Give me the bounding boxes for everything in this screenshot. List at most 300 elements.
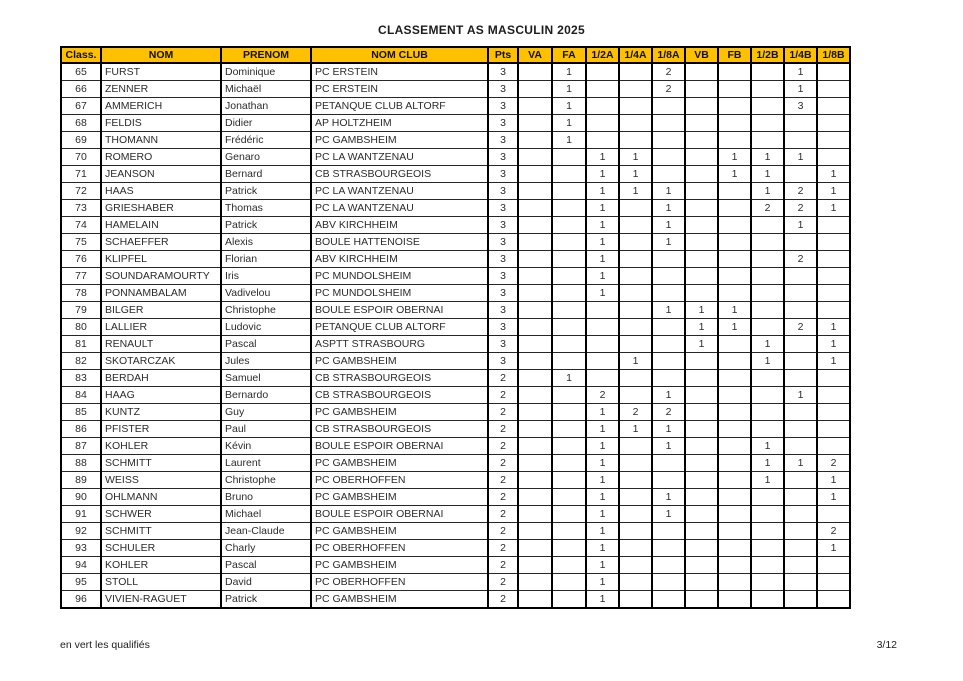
cell-1-2a: 1 xyxy=(586,285,619,302)
cell-fa xyxy=(552,234,586,251)
cell-1-8b: 1 xyxy=(817,183,850,200)
cell-1-2b xyxy=(751,506,784,523)
cell-class: 96 xyxy=(61,591,101,609)
cell-nom-club: PC LA WANTZENAU xyxy=(311,183,488,200)
cell-1-2a xyxy=(586,132,619,149)
table-row xyxy=(61,200,850,217)
cell-prenom: Jean-Claude xyxy=(221,523,311,540)
cell-1-2a: 1 xyxy=(586,421,619,438)
cell-1-4b xyxy=(784,506,817,523)
cell-1-4b: 3 xyxy=(784,98,817,115)
cell-pts: 3 xyxy=(488,63,518,81)
cell-prenom: Ludovic xyxy=(221,319,311,336)
cell-nom: GRIESHABER xyxy=(101,200,221,217)
cell-prenom: Frédéric xyxy=(221,132,311,149)
column-header-va: VA xyxy=(518,47,552,63)
cell-pts: 3 xyxy=(488,251,518,268)
page-number: 3/12 xyxy=(876,639,897,651)
cell-prenom: Bruno xyxy=(221,489,311,506)
cell-fb xyxy=(718,81,751,98)
cell-1-8b: 1 xyxy=(817,472,850,489)
cell-1-2a xyxy=(586,353,619,370)
cell-va xyxy=(518,421,552,438)
cell-va xyxy=(518,574,552,591)
cell-vb xyxy=(685,540,718,557)
cell-vb xyxy=(685,63,718,81)
cell-1-4a xyxy=(619,217,652,234)
cell-va xyxy=(518,591,552,609)
cell-class: 95 xyxy=(61,574,101,591)
cell-1-8b xyxy=(817,98,850,115)
cell-prenom: Genaro xyxy=(221,149,311,166)
cell-1-8b xyxy=(817,234,850,251)
cell-1-2a xyxy=(586,336,619,353)
cell-1-8a xyxy=(652,574,685,591)
cell-1-8b xyxy=(817,557,850,574)
cell-fa xyxy=(552,319,586,336)
table-row xyxy=(61,489,850,506)
cell-vb xyxy=(685,166,718,183)
cell-1-4b xyxy=(784,489,817,506)
cell-nom: KOHLER xyxy=(101,438,221,455)
cell-prenom: Laurent xyxy=(221,455,311,472)
cell-fa xyxy=(552,251,586,268)
table-row xyxy=(61,404,850,421)
cell-fb xyxy=(718,200,751,217)
cell-1-8b xyxy=(817,574,850,591)
cell-1-4a: 1 xyxy=(619,166,652,183)
cell-nom-club: PC GAMBSHEIM xyxy=(311,591,488,609)
cell-1-4b xyxy=(784,285,817,302)
cell-nom-club: PC GAMBSHEIM xyxy=(311,353,488,370)
cell-fb xyxy=(718,370,751,387)
cell-1-8b xyxy=(817,421,850,438)
cell-1-2b xyxy=(751,557,784,574)
cell-1-2b xyxy=(751,591,784,609)
table-row xyxy=(61,183,850,200)
cell-prenom: Dominique xyxy=(221,63,311,81)
cell-1-8b: 1 xyxy=(817,540,850,557)
cell-1-4a: 1 xyxy=(619,149,652,166)
cell-nom-club: BOULE ESPOIR OBERNAI xyxy=(311,302,488,319)
cell-pts: 2 xyxy=(488,370,518,387)
cell-1-2a xyxy=(586,98,619,115)
cell-1-8a xyxy=(652,370,685,387)
cell-1-2a: 1 xyxy=(586,472,619,489)
cell-pts: 2 xyxy=(488,489,518,506)
cell-vb: 1 xyxy=(685,302,718,319)
cell-nom-club: PC ERSTEIN xyxy=(311,81,488,98)
cell-1-4a xyxy=(619,234,652,251)
cell-nom-club: AP HOLTZHEIM xyxy=(311,115,488,132)
cell-fa xyxy=(552,540,586,557)
cell-fa xyxy=(552,387,586,404)
cell-1-4b: 2 xyxy=(784,251,817,268)
cell-1-4b xyxy=(784,421,817,438)
table-row xyxy=(61,523,850,540)
cell-1-8a xyxy=(652,336,685,353)
cell-1-4a xyxy=(619,336,652,353)
cell-1-8b xyxy=(817,285,850,302)
cell-vb xyxy=(685,98,718,115)
cell-class: 91 xyxy=(61,506,101,523)
cell-prenom: Bernardo xyxy=(221,387,311,404)
cell-fa xyxy=(552,268,586,285)
cell-class: 80 xyxy=(61,319,101,336)
cell-nom-club: PC GAMBSHEIM xyxy=(311,523,488,540)
cell-nom-club: PC OBERHOFFEN xyxy=(311,574,488,591)
cell-vb xyxy=(685,268,718,285)
cell-fa: 1 xyxy=(552,63,586,81)
cell-nom-club: PC LA WANTZENAU xyxy=(311,200,488,217)
cell-fb xyxy=(718,217,751,234)
cell-class: 77 xyxy=(61,268,101,285)
cell-1-2a: 2 xyxy=(586,387,619,404)
cell-class: 73 xyxy=(61,200,101,217)
cell-1-2a xyxy=(586,319,619,336)
cell-va xyxy=(518,455,552,472)
cell-prenom: Pascal xyxy=(221,557,311,574)
cell-va xyxy=(518,336,552,353)
cell-1-2a: 1 xyxy=(586,404,619,421)
cell-prenom: Michael xyxy=(221,506,311,523)
cell-1-4b: 1 xyxy=(784,63,817,81)
cell-1-4a xyxy=(619,98,652,115)
cell-pts: 3 xyxy=(488,336,518,353)
cell-va xyxy=(518,472,552,489)
cell-1-8b xyxy=(817,115,850,132)
cell-1-2a: 1 xyxy=(586,166,619,183)
cell-fb xyxy=(718,472,751,489)
table-row xyxy=(61,81,850,98)
cell-fa xyxy=(552,183,586,200)
cell-1-2a: 1 xyxy=(586,557,619,574)
cell-vb xyxy=(685,557,718,574)
cell-1-2a: 1 xyxy=(586,574,619,591)
cell-nom-club: ABV KIRCHHEIM xyxy=(311,217,488,234)
cell-nom: KLIPFEL xyxy=(101,251,221,268)
cell-1-4b xyxy=(784,472,817,489)
cell-pts: 2 xyxy=(488,574,518,591)
cell-1-4a xyxy=(619,455,652,472)
cell-nom: PFISTER xyxy=(101,421,221,438)
cell-nom: VIVIEN-RAGUET xyxy=(101,591,221,609)
cell-nom: OHLMANN xyxy=(101,489,221,506)
cell-fb xyxy=(718,540,751,557)
cell-fb xyxy=(718,353,751,370)
cell-1-8a: 1 xyxy=(652,438,685,455)
cell-fb xyxy=(718,234,751,251)
cell-prenom: Iris xyxy=(221,268,311,285)
cell-1-8b xyxy=(817,149,850,166)
cell-fb xyxy=(718,63,751,81)
cell-fb xyxy=(718,438,751,455)
cell-prenom: Thomas xyxy=(221,200,311,217)
cell-1-8b: 1 xyxy=(817,489,850,506)
cell-vb xyxy=(685,574,718,591)
cell-class: 93 xyxy=(61,540,101,557)
cell-nom-club: PC GAMBSHEIM xyxy=(311,489,488,506)
cell-1-8a: 1 xyxy=(652,387,685,404)
cell-1-8b xyxy=(817,591,850,609)
cell-vb xyxy=(685,234,718,251)
cell-1-4b xyxy=(784,353,817,370)
cell-class: 69 xyxy=(61,132,101,149)
cell-pts: 2 xyxy=(488,387,518,404)
cell-1-2b xyxy=(751,81,784,98)
cell-1-8b: 1 xyxy=(817,200,850,217)
cell-1-8a: 2 xyxy=(652,63,685,81)
cell-vb xyxy=(685,370,718,387)
cell-pts: 2 xyxy=(488,540,518,557)
cell-1-2a xyxy=(586,63,619,81)
cell-1-8a xyxy=(652,540,685,557)
cell-1-4b xyxy=(784,302,817,319)
cell-vb xyxy=(685,421,718,438)
cell-nom-club: PC GAMBSHEIM xyxy=(311,132,488,149)
cell-class: 92 xyxy=(61,523,101,540)
cell-pts: 2 xyxy=(488,523,518,540)
cell-class: 72 xyxy=(61,183,101,200)
cell-1-2a: 1 xyxy=(586,540,619,557)
cell-nom-club: PC MUNDOLSHEIM xyxy=(311,285,488,302)
cell-1-2b: 1 xyxy=(751,336,784,353)
cell-va xyxy=(518,166,552,183)
cell-1-8a xyxy=(652,132,685,149)
cell-pts: 3 xyxy=(488,115,518,132)
cell-fb xyxy=(718,523,751,540)
column-header-1-8b: 1/8B xyxy=(817,47,850,63)
cell-vb: 1 xyxy=(685,336,718,353)
cell-1-4a xyxy=(619,489,652,506)
cell-nom: HAAS xyxy=(101,183,221,200)
cell-vb xyxy=(685,132,718,149)
table-row xyxy=(61,387,850,404)
cell-vb xyxy=(685,472,718,489)
cell-prenom: Guy xyxy=(221,404,311,421)
cell-1-8a xyxy=(652,115,685,132)
cell-class: 90 xyxy=(61,489,101,506)
cell-1-4b xyxy=(784,336,817,353)
cell-1-4a xyxy=(619,387,652,404)
cell-nom-club: PC GAMBSHEIM xyxy=(311,455,488,472)
cell-prenom: Patrick xyxy=(221,183,311,200)
cell-fb xyxy=(718,489,751,506)
table-row xyxy=(61,166,850,183)
cell-1-4a xyxy=(619,557,652,574)
cell-1-4a xyxy=(619,81,652,98)
cell-fa xyxy=(552,506,586,523)
cell-fb xyxy=(718,115,751,132)
cell-1-8b xyxy=(817,217,850,234)
cell-1-2b: 1 xyxy=(751,438,784,455)
cell-1-8a xyxy=(652,166,685,183)
cell-nom: HAMELAIN xyxy=(101,217,221,234)
cell-fb: 1 xyxy=(718,149,751,166)
cell-1-2a: 1 xyxy=(586,268,619,285)
cell-1-4a: 1 xyxy=(619,421,652,438)
cell-1-8b xyxy=(817,438,850,455)
table-row xyxy=(61,472,850,489)
cell-1-4b: 1 xyxy=(784,149,817,166)
cell-va xyxy=(518,98,552,115)
cell-class: 65 xyxy=(61,63,101,81)
cell-1-4b: 2 xyxy=(784,319,817,336)
cell-1-4b xyxy=(784,574,817,591)
cell-nom-club: PC OBERHOFFEN xyxy=(311,540,488,557)
cell-1-2a: 1 xyxy=(586,183,619,200)
cell-1-2a: 1 xyxy=(586,217,619,234)
cell-1-8a xyxy=(652,285,685,302)
cell-class: 78 xyxy=(61,285,101,302)
cell-nom: KUNTZ xyxy=(101,404,221,421)
cell-va xyxy=(518,557,552,574)
cell-1-4b xyxy=(784,557,817,574)
column-header-1-4a: 1/4A xyxy=(619,47,652,63)
cell-fb xyxy=(718,268,751,285)
cell-vb xyxy=(685,506,718,523)
table-row xyxy=(61,149,850,166)
cell-vb xyxy=(685,81,718,98)
cell-va xyxy=(518,115,552,132)
cell-1-8a xyxy=(652,591,685,609)
cell-fa: 1 xyxy=(552,98,586,115)
cell-nom-club: BOULE ESPOIR OBERNAI xyxy=(311,506,488,523)
cell-1-2b xyxy=(751,217,784,234)
cell-pts: 3 xyxy=(488,319,518,336)
cell-1-4a xyxy=(619,285,652,302)
cell-pts: 2 xyxy=(488,472,518,489)
table-row xyxy=(61,268,850,285)
cell-pts: 3 xyxy=(488,81,518,98)
cell-va xyxy=(518,183,552,200)
table-row xyxy=(61,302,850,319)
cell-1-8b xyxy=(817,268,850,285)
column-header-nom: NOM xyxy=(101,47,221,63)
cell-va xyxy=(518,489,552,506)
cell-1-4a xyxy=(619,251,652,268)
cell-1-2b xyxy=(751,370,784,387)
cell-vb xyxy=(685,387,718,404)
cell-nom-club: BOULE ESPOIR OBERNAI xyxy=(311,438,488,455)
table-row xyxy=(61,234,850,251)
cell-nom: RENAULT xyxy=(101,336,221,353)
table-row xyxy=(61,98,850,115)
cell-va xyxy=(518,353,552,370)
cell-prenom: Bernard xyxy=(221,166,311,183)
cell-nom: STOLL xyxy=(101,574,221,591)
cell-vb xyxy=(685,251,718,268)
cell-prenom: Alexis xyxy=(221,234,311,251)
cell-1-2b: 1 xyxy=(751,183,784,200)
cell-fb xyxy=(718,557,751,574)
cell-va xyxy=(518,217,552,234)
cell-pts: 2 xyxy=(488,506,518,523)
cell-fa: 1 xyxy=(552,115,586,132)
cell-1-2a: 1 xyxy=(586,506,619,523)
cell-class: 94 xyxy=(61,557,101,574)
cell-prenom: Florian xyxy=(221,251,311,268)
cell-pts: 3 xyxy=(488,353,518,370)
cell-pts: 2 xyxy=(488,557,518,574)
cell-prenom: Patrick xyxy=(221,591,311,609)
cell-vb xyxy=(685,489,718,506)
cell-class: 87 xyxy=(61,438,101,455)
cell-va xyxy=(518,438,552,455)
cell-fb xyxy=(718,387,751,404)
cell-fa xyxy=(552,285,586,302)
cell-fa xyxy=(552,489,586,506)
cell-nom: SCHULER xyxy=(101,540,221,557)
cell-nom-club: ASPTT STRASBOURG xyxy=(311,336,488,353)
cell-prenom: Jules xyxy=(221,353,311,370)
cell-1-4b: 1 xyxy=(784,217,817,234)
cell-nom-club: PETANQUE CLUB ALTORF xyxy=(311,319,488,336)
cell-1-4b xyxy=(784,523,817,540)
cell-class: 86 xyxy=(61,421,101,438)
cell-1-2b: 1 xyxy=(751,149,784,166)
cell-va xyxy=(518,319,552,336)
cell-1-4a: 1 xyxy=(619,353,652,370)
cell-1-2b xyxy=(751,268,784,285)
cell-1-8a: 1 xyxy=(652,200,685,217)
table-row xyxy=(61,251,850,268)
table-row xyxy=(61,217,850,234)
cell-1-4a xyxy=(619,574,652,591)
cell-1-8a xyxy=(652,98,685,115)
table-row xyxy=(61,370,850,387)
column-header-pts: Pts xyxy=(488,47,518,63)
cell-1-4a xyxy=(619,591,652,609)
cell-1-4a xyxy=(619,302,652,319)
cell-pts: 3 xyxy=(488,98,518,115)
cell-1-8b: 1 xyxy=(817,336,850,353)
cell-pts: 3 xyxy=(488,200,518,217)
cell-fb xyxy=(718,336,751,353)
cell-vb xyxy=(685,455,718,472)
cell-nom-club: CB STRASBOURGEOIS xyxy=(311,387,488,404)
table-row xyxy=(61,557,850,574)
cell-1-8b: 1 xyxy=(817,166,850,183)
column-header-nom-club: NOM CLUB xyxy=(311,47,488,63)
cell-1-8a xyxy=(652,523,685,540)
cell-1-2b xyxy=(751,251,784,268)
cell-1-4b: 1 xyxy=(784,455,817,472)
table-header-row xyxy=(61,47,850,63)
cell-nom: SCHMITT xyxy=(101,523,221,540)
cell-1-8a xyxy=(652,353,685,370)
cell-1-4b: 2 xyxy=(784,183,817,200)
cell-nom: SCHAEFFER xyxy=(101,234,221,251)
cell-fa xyxy=(552,302,586,319)
cell-fa xyxy=(552,149,586,166)
cell-nom: SCHWER xyxy=(101,506,221,523)
cell-1-4a xyxy=(619,438,652,455)
cell-nom: SCHMITT xyxy=(101,455,221,472)
cell-nom: JEANSON xyxy=(101,166,221,183)
cell-fa: 1 xyxy=(552,132,586,149)
cell-1-8b xyxy=(817,81,850,98)
cell-1-2b xyxy=(751,523,784,540)
cell-nom: WEISS xyxy=(101,472,221,489)
cell-1-2a: 1 xyxy=(586,251,619,268)
cell-fa xyxy=(552,438,586,455)
cell-fa xyxy=(552,591,586,609)
table-row xyxy=(61,285,850,302)
table-body xyxy=(61,63,850,608)
cell-1-8a xyxy=(652,268,685,285)
cell-class: 75 xyxy=(61,234,101,251)
